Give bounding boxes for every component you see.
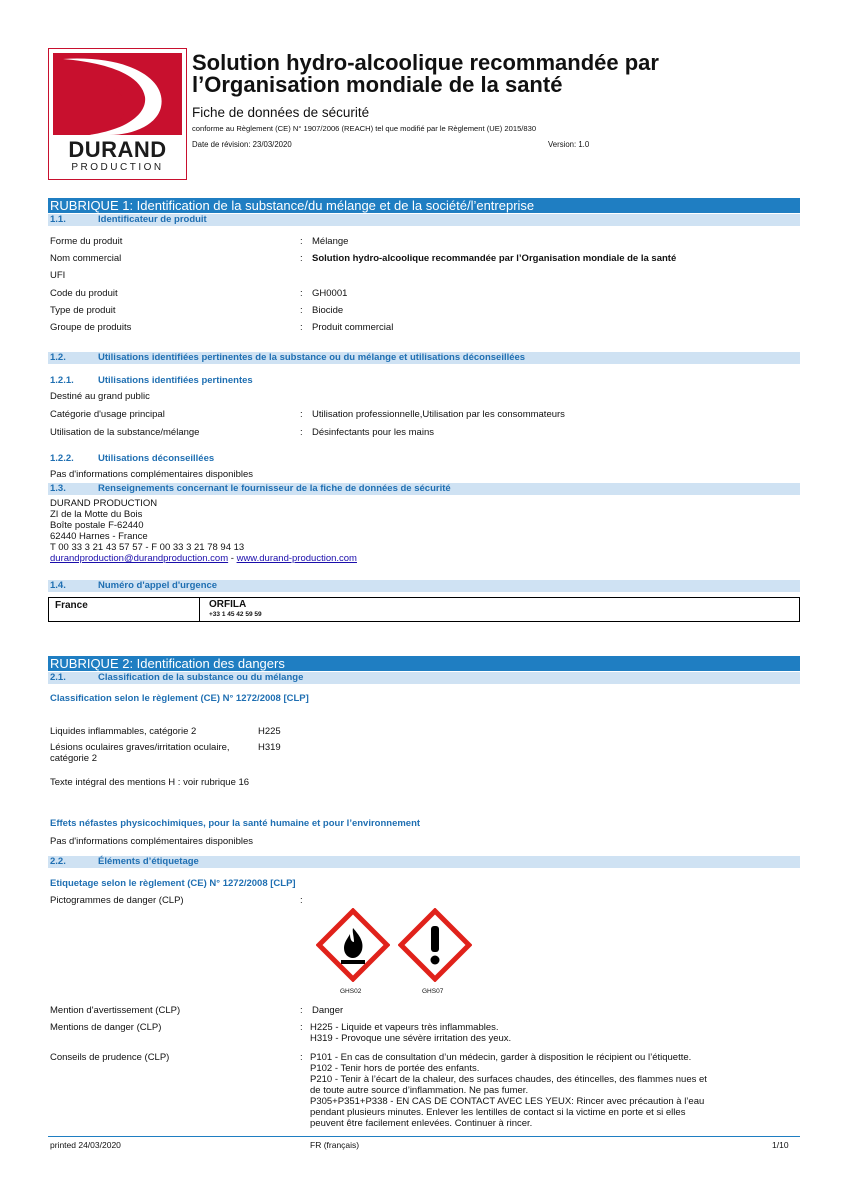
row-product-type: Type de produit : Biocide — [50, 305, 344, 316]
clp-classification-title: Classification selon le règlement (CE) N° 1272/2008 [CLP] — [50, 693, 309, 704]
emergency-tel: +33 1 45 42 59 59 — [209, 611, 262, 618]
subsection-1-3: 1.3. Renseignements concernant le fournisseur de la fiche de données de sécurité — [48, 483, 800, 495]
section-2-header: RUBRIQUE 2: Identification des dangers — [48, 656, 800, 671]
brand-subtitle: PRODUCTION — [71, 162, 164, 173]
row-precautionary: Conseils de prudence (CLP) : — [50, 1052, 303, 1063]
row-hazard-statements: Mentions de danger (CLP) : — [50, 1022, 303, 1033]
labelling-title: Etiquetage selon le règlement (CE) N° 1272/2008 [CLP] — [50, 878, 296, 889]
supplier-address: DURAND PRODUCTION ZI de la Motte du Bois Boîte postale F-62440 62440 Harnes - France T 00 33 3 21 43 57 57 - F 00 33 3 21 78 94 13 durandproduction@durandproduction.com - www.durand-production.com — [50, 498, 357, 564]
emergency-table — [48, 597, 800, 622]
logo-swoosh-icon — [49, 49, 186, 137]
row-ufi: UFI — [50, 270, 66, 281]
regulation-note: conforme au Règlement (CE) N° 1907/2006 (REACH) tel que modifié par le Règlement (UE) 2015/830 — [192, 124, 537, 133]
class-flammable: Liquides inflammables, catégorie 2 H225 — [50, 726, 281, 737]
row-pictograms: Pictogrammes de danger (CLP) : — [50, 895, 303, 906]
no-info-1: Pas d'informations complémentaires disponibles — [50, 469, 253, 480]
exclamation-pictogram-icon — [398, 908, 472, 982]
row-signal-word: Mention d'avertissement (CLP) : Danger — [50, 1005, 344, 1016]
emergency-country: France — [55, 600, 88, 611]
class-eye-irritation: Lésions oculaires graves/irritation oculaire, catégorie 2 H319 — [50, 742, 281, 764]
full-text-note: Texte intégral des mentions H : voir rubrique 16 — [50, 777, 250, 788]
subsection-2-1: 2.1. Classification de la substance ou du mélange — [48, 672, 800, 684]
subsection-2-2: 2.2. Éléments d’étiquetage — [48, 856, 800, 868]
emergency-org: ORFILA — [209, 599, 247, 610]
row-product-group: Groupe de produits : Produit commercial — [50, 322, 394, 333]
flame-pictogram-icon — [316, 908, 390, 982]
row-main-use: Catégorie d'usage principal : Utilisation professionnelle,Utilisation par les consommateurs — [50, 409, 565, 420]
row-product-form: Forme du produit : Mélange — [50, 236, 349, 247]
version: Version: 1.0 — [548, 140, 590, 149]
intended-public: Destiné au grand public — [50, 391, 150, 402]
brand-name: DURAND — [68, 137, 167, 162]
printed-date: printed 24/03/2020 — [50, 1140, 121, 1150]
footer-divider — [48, 1136, 800, 1137]
email-link[interactable]: durandproduction@durandproduction.com — [50, 553, 229, 564]
no-info-2: Pas d'informations complémentaires disponibles — [50, 836, 253, 847]
row-trade-name: Nom commercial : Solution hydro-alcoolique recommandée par l’Organisation mondiale de la santé — [50, 253, 677, 264]
precautionary-statements: P101 - En cas de consultation d’un médecin, garder à disposition le récipient ou l’étiquette. P102 - Tenir hors de portée des enfants. P210 - Tenir à l’écart de la chaleur, des surfaces chaudes, des étincelles, des flammes nues et de toute autre source d’inflammation. Ne pas fumer. P305+P351+P338 - EN CAS DE CONTACT AVEC LES YEUX: Rincer avec précaution à l’eau pendant plusieurs minutes. Enlever les lentilles de contact si la victime en porte et si elles peuvent être facilement enlevées. Continuer à rincer. — [310, 1052, 707, 1129]
website-link[interactable]: www.durand-production.com — [236, 553, 357, 564]
document-title: Solution hydro-alcoolique recommandée par l’Organisation mondiale de la santé — [192, 50, 659, 97]
row-substance-use: Utilisation de la substance/mélange : Désinfectants pour les mains — [50, 427, 434, 438]
ghs02-label: GHS02 — [340, 988, 362, 995]
page-number: 1/10 — [772, 1140, 789, 1150]
subsection-1-1: 1.1. Identificateur de produit — [48, 214, 800, 226]
document-subtitle: Fiche de données de sécurité — [192, 105, 370, 120]
language: FR (français) — [310, 1140, 360, 1150]
subsection-1-4: 1.4. Numéro d'appel d'urgence — [48, 580, 800, 592]
hazard-statements: H225 - Liquide et vapeurs très inflammables. H319 - Provoque une sévère irritation des yeux. — [310, 1022, 512, 1044]
durand-logo — [48, 48, 187, 180]
subsection-1-2: 1.2. Utilisations identifiées pertinentes de la substance ou du mélange et utilisations déconseillées — [48, 352, 800, 364]
row-product-code: Code du produit : GH0001 — [50, 288, 348, 299]
revision-date: Date de révision: 23/03/2020 — [192, 140, 292, 149]
ghs07-label: GHS07 — [422, 988, 444, 995]
section-1-header: RUBRIQUE 1: Identification de la substance/du mélange et de la société/l’entreprise — [48, 198, 800, 213]
effects-title: Effets néfastes physicochimiques, pour la santé humaine et pour l’environnement — [50, 818, 421, 829]
